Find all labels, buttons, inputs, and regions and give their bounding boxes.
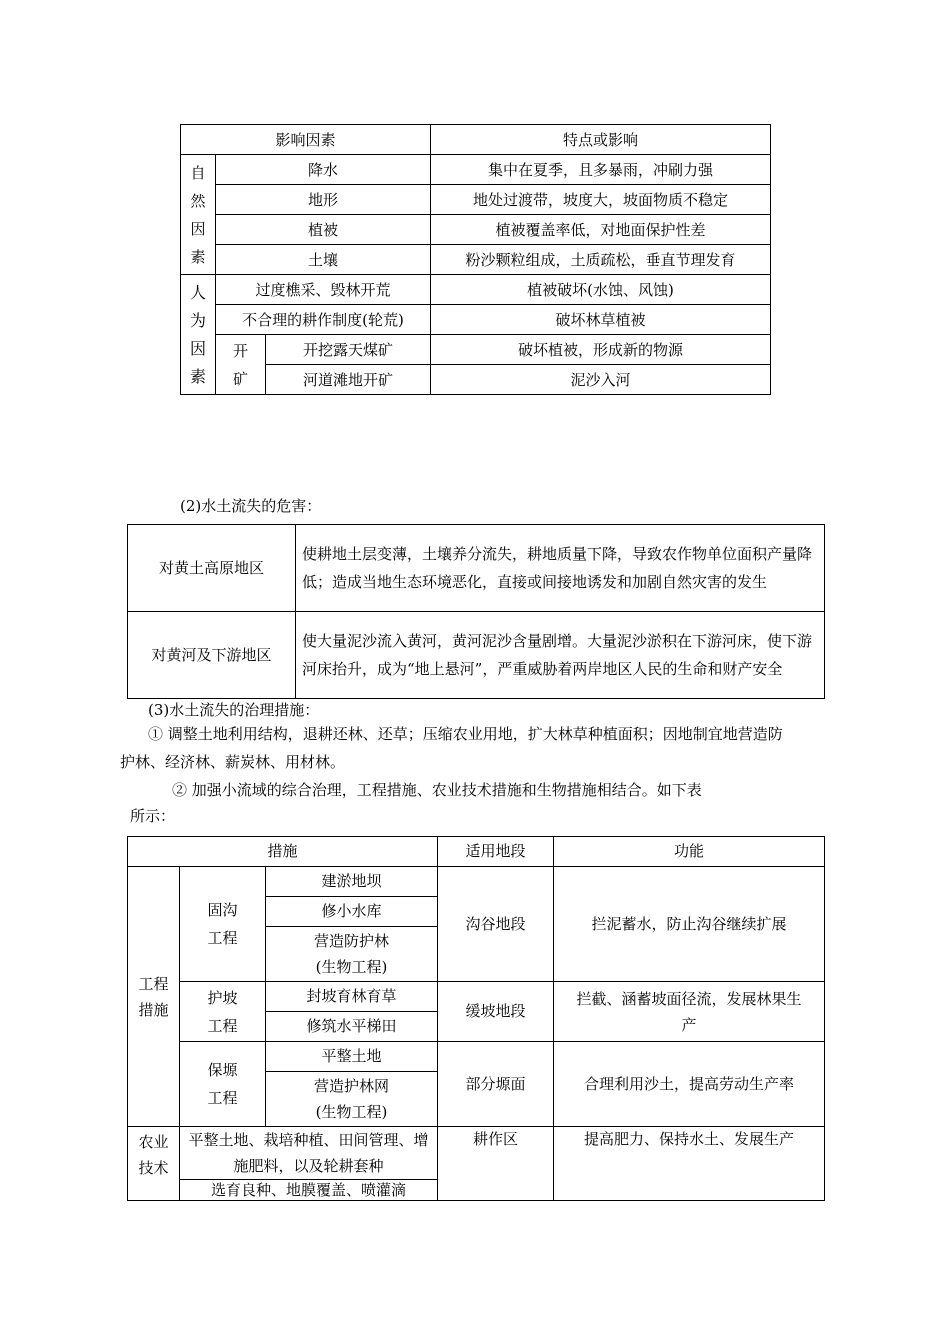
effect-cell: 破坏植被，形成新的物源	[431, 335, 771, 365]
hupo-function: 拦截、涵蓄坡面径流，发展林果生产	[554, 982, 825, 1042]
hupo-label: 护坡工程	[180, 982, 266, 1042]
factor-cell: 河道滩地开矿	[266, 365, 431, 395]
factor-cell: 过度樵采、毁林开荒	[216, 275, 431, 305]
effect-cell: 集中在夏季，且多暴雨，冲刷力强	[431, 155, 771, 185]
agri-label: 农业技术	[128, 1127, 180, 1201]
header-measure: 措施	[128, 837, 438, 867]
factors-table	[180, 124, 771, 395]
gugou-function: 拦泥蓄水，防止沟谷继续扩展	[554, 867, 825, 982]
mining-group-label: 开矿	[216, 335, 266, 395]
effect-cell: 泥沙入河	[431, 365, 771, 395]
harm-table	[127, 524, 825, 699]
agri-area: 耕作区	[438, 1127, 554, 1201]
engineering-label: 工程措施	[128, 867, 180, 1127]
baoyuan-item: 营造护林网(生物工程)	[266, 1072, 438, 1127]
factor-cell: 地形	[216, 185, 431, 215]
harm-desc: 使大量泥沙流入黄河，黄河泥沙含量剧增。大量泥沙淤积在下游河床，使下游河床抬升，成为“地上悬河”，严重威胁着两岸地区人民的生命和财产安全	[296, 612, 825, 699]
natural-group-label: 自然因素	[181, 155, 216, 275]
baoyuan-area: 部分塬面	[438, 1042, 554, 1127]
baoyuan-label: 保塬工程	[180, 1042, 266, 1127]
agri-item: 平整土地、栽培种植、田间管理、增施肥料，以及轮耕套种	[180, 1127, 438, 1180]
header-factor: 影响因素	[181, 125, 431, 155]
factor-cell: 降水	[216, 155, 431, 185]
hupo-area: 缓坡地段	[438, 982, 554, 1042]
hupo-item: 修筑水平梯田	[266, 1012, 438, 1042]
effect-cell: 破坏林草植被	[431, 305, 771, 335]
header-function: 功能	[554, 837, 825, 867]
baoyuan-item: 平整土地	[266, 1042, 438, 1072]
harm-target: 对黄土高原地区	[128, 525, 296, 612]
effect-cell: 植被覆盖率低，对地面保护性差	[431, 215, 771, 245]
gugou-area: 沟谷地段	[438, 867, 554, 982]
factor-cell: 土壤	[216, 245, 431, 275]
agri-item: 选育良种、地膜覆盖、喷灌滴	[180, 1180, 438, 1201]
measure-paragraph-2: ② 加强小流域的综合治理，工程措施、农业技术措施和生物措施相结合。如下表	[172, 781, 702, 799]
effect-cell: 地处过渡带，坡度大，坡面物质不稳定	[431, 185, 771, 215]
header-effect: 特点或影响	[431, 125, 771, 155]
gugou-label: 固沟工程	[180, 867, 266, 982]
section2-title: (2)水土流失的危害：	[180, 497, 322, 515]
harm-desc: 使耕地土层变薄，土壤养分流失，耕地质量下降，导致农作物单位面积产量降低；造成当地生态环境恶化，直接或间接地诱发和加剧自然灾害的发生	[296, 525, 825, 612]
gugou-item: 建淤地坝	[266, 867, 438, 897]
factor-cell: 植被	[216, 215, 431, 245]
gugou-item: 营造防护林(生物工程)	[266, 927, 438, 982]
human-group-label: 人为因素	[181, 275, 216, 395]
hupo-item: 封坡育林育草	[266, 982, 438, 1012]
harm-target: 对黄河及下游地区	[128, 612, 296, 699]
section3-title: (3)水土流失的治理措施：	[148, 701, 320, 719]
factor-cell: 不合理的耕作制度(轮荒)	[216, 305, 431, 335]
baoyuan-function: 合理利用沙土，提高劳动生产率	[554, 1042, 825, 1127]
gugou-item: 修小水库	[266, 897, 438, 927]
effect-cell: 粉沙颗粒组成，土质疏松，垂直节理发育	[431, 245, 771, 275]
effect-cell: 植被破坏(水蚀、风蚀)	[431, 275, 771, 305]
measure-paragraph-2-cont: 所示：	[130, 807, 176, 825]
factor-cell: 开挖露天煤矿	[266, 335, 431, 365]
measure-paragraph-1: ① 调整土地利用结构，退耕还林、还草；压缩农业用地，扩大林草种植面积；因地制宜地营造防护林、经济林、薪炭林、用材林。	[120, 725, 783, 771]
header-area: 适用地段	[438, 837, 554, 867]
agri-function: 提高肥力、保持水土、发展生产	[554, 1127, 825, 1201]
measures-table	[127, 836, 825, 1201]
